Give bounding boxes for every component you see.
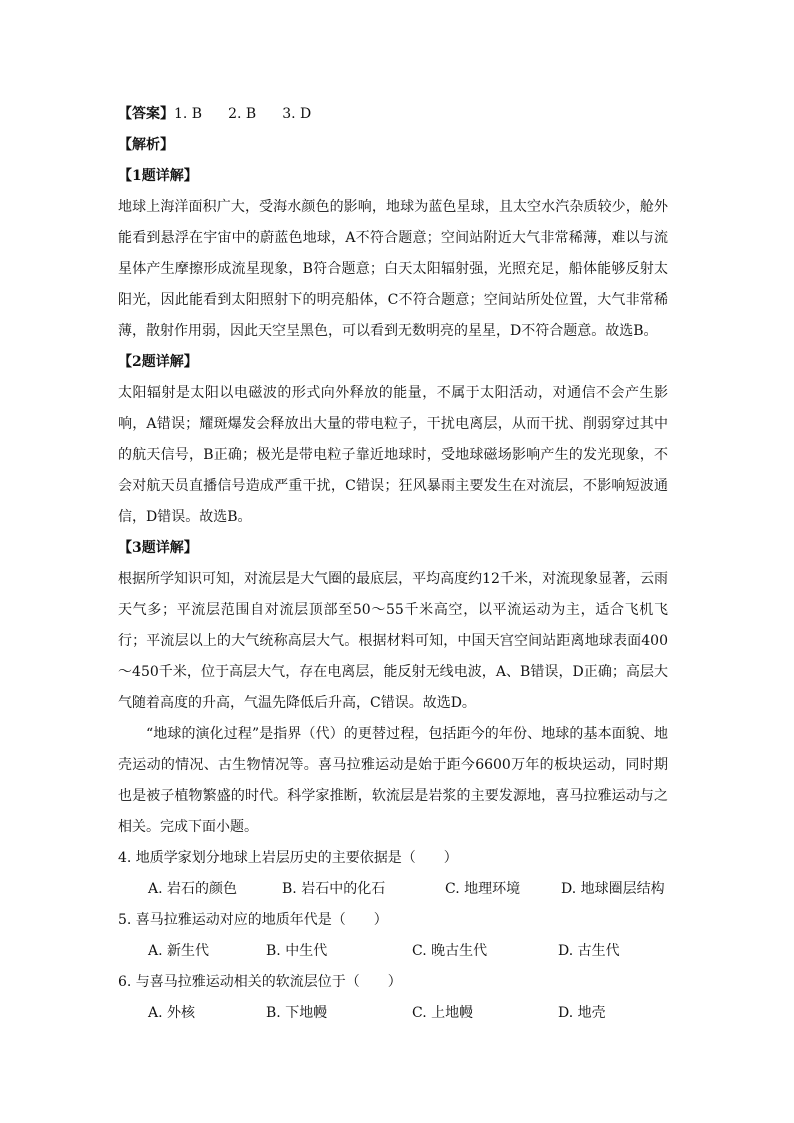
question-5-options [118, 936, 668, 967]
option-a: A. 岩石的颜色 [148, 881, 238, 897]
option-b: B. 下地幔 [266, 1005, 328, 1021]
q1-heading: 【1题详解】 [118, 168, 198, 184]
option-c: C. 上地幔 [412, 1005, 474, 1021]
answer-line [118, 99, 668, 130]
option-d: D. 地球圈层结构 [561, 881, 665, 897]
option-d: D. 古生代 [558, 943, 620, 959]
q2-heading: 【2题详解】 [118, 354, 198, 370]
answer-item-2: 2. B [228, 106, 257, 122]
question-6-options [118, 998, 668, 1029]
q3-heading: 【3题详解】 [118, 540, 198, 556]
option-a: A. 新生代 [148, 943, 210, 959]
question-6-stem: 6. 与喜马拉雅运动相关的软流层位于（ ） [118, 974, 402, 990]
option-c: C. 晚古生代 [412, 943, 488, 959]
answer-item-1: 1. B [174, 106, 203, 122]
option-b: B. 中生代 [266, 943, 328, 959]
material-passage: “地球的演化过程”是指界（代）的更替过程，包括距今的年份、地球的基本面貌、地壳运动的情况、古生物情况等。喜马拉雅运动是始于距今6600万年的板块运动，同时期也是被子植物繁盛的时代。科学家推断，软流层是岩浆的主要发源地，喜马拉雅运动与之相关。完成下面小题。 [118, 726, 668, 835]
answer-label: 【答案】 [118, 106, 174, 122]
option-c: C. 地理环境 [445, 881, 521, 897]
question-4-options [118, 874, 668, 905]
question-5-stem: 5. 喜马拉雅运动对应的地质年代是（ ） [118, 912, 388, 928]
option-d: D. 地壳 [558, 1005, 606, 1021]
option-b: B. 岩石中的化石 [282, 881, 386, 897]
q3-explanation: 根据所学知识可知，对流层是大气圈的最底层，平均高度约12千米，对流现象显著，云雨天气多；平流层范围自对流层顶部至50～55千米高空，以平流运动为主，适合飞机飞行；平流层以上的大气统称高层大气。根据材料可知，中国天宫空间站距离地球表面400～450千米，位于高层大气，存在电离层，能反射无线电波，A、B错误，D正确；高层大气随着高度的升高，气温先降低后升高，C错误。故选D。 [118, 571, 668, 711]
option-a: A. 外核 [148, 1005, 196, 1021]
analysis-heading: 【解析】 [118, 137, 174, 153]
answer-item-3: 3. D [282, 106, 312, 122]
q2-explanation: 太阳辐射是太阳以电磁波的形式向外释放的能量，不属于太阳活动，对通信不会产生影响，A错误；耀斑爆发会释放出大量的带电粒子，干扰电离层，从而干扰、削弱穿过其中的航天信号，B正确；极光是带电粒子靠近地球时，受地球磁场影响产生的发光现象，不会对航天员直播信号造成严重干扰，C错误；狂风暴雨主要发生在对流层，不影响短波通信，D错误。故选B。 [118, 385, 668, 525]
document-body [118, 99, 668, 1029]
question-4-stem: 4. 地质学家划分地球上岩层历史的主要依据是（ ） [118, 850, 458, 866]
q1-explanation: 地球上海洋面积广大，受海水颜色的影响，地球为蓝色星球，且太空水汽杂质较少，舱外能看到悬浮在宇宙中的蔚蓝色地球，A不符合题意；空间站附近大气非常稀薄，难以与流星体产生摩擦形成流星现象，B符合题意；白天太阳辐射强，光照充足，船体能够反射太阳光，因此能看到太阳照射下的明亮船体，C不符合题意；空间站所处位置，大气非常稀薄，散射作用弱，因此天空呈黑色，可以看到无数明亮的星星，D不符合题意。故选B。 [118, 199, 668, 339]
